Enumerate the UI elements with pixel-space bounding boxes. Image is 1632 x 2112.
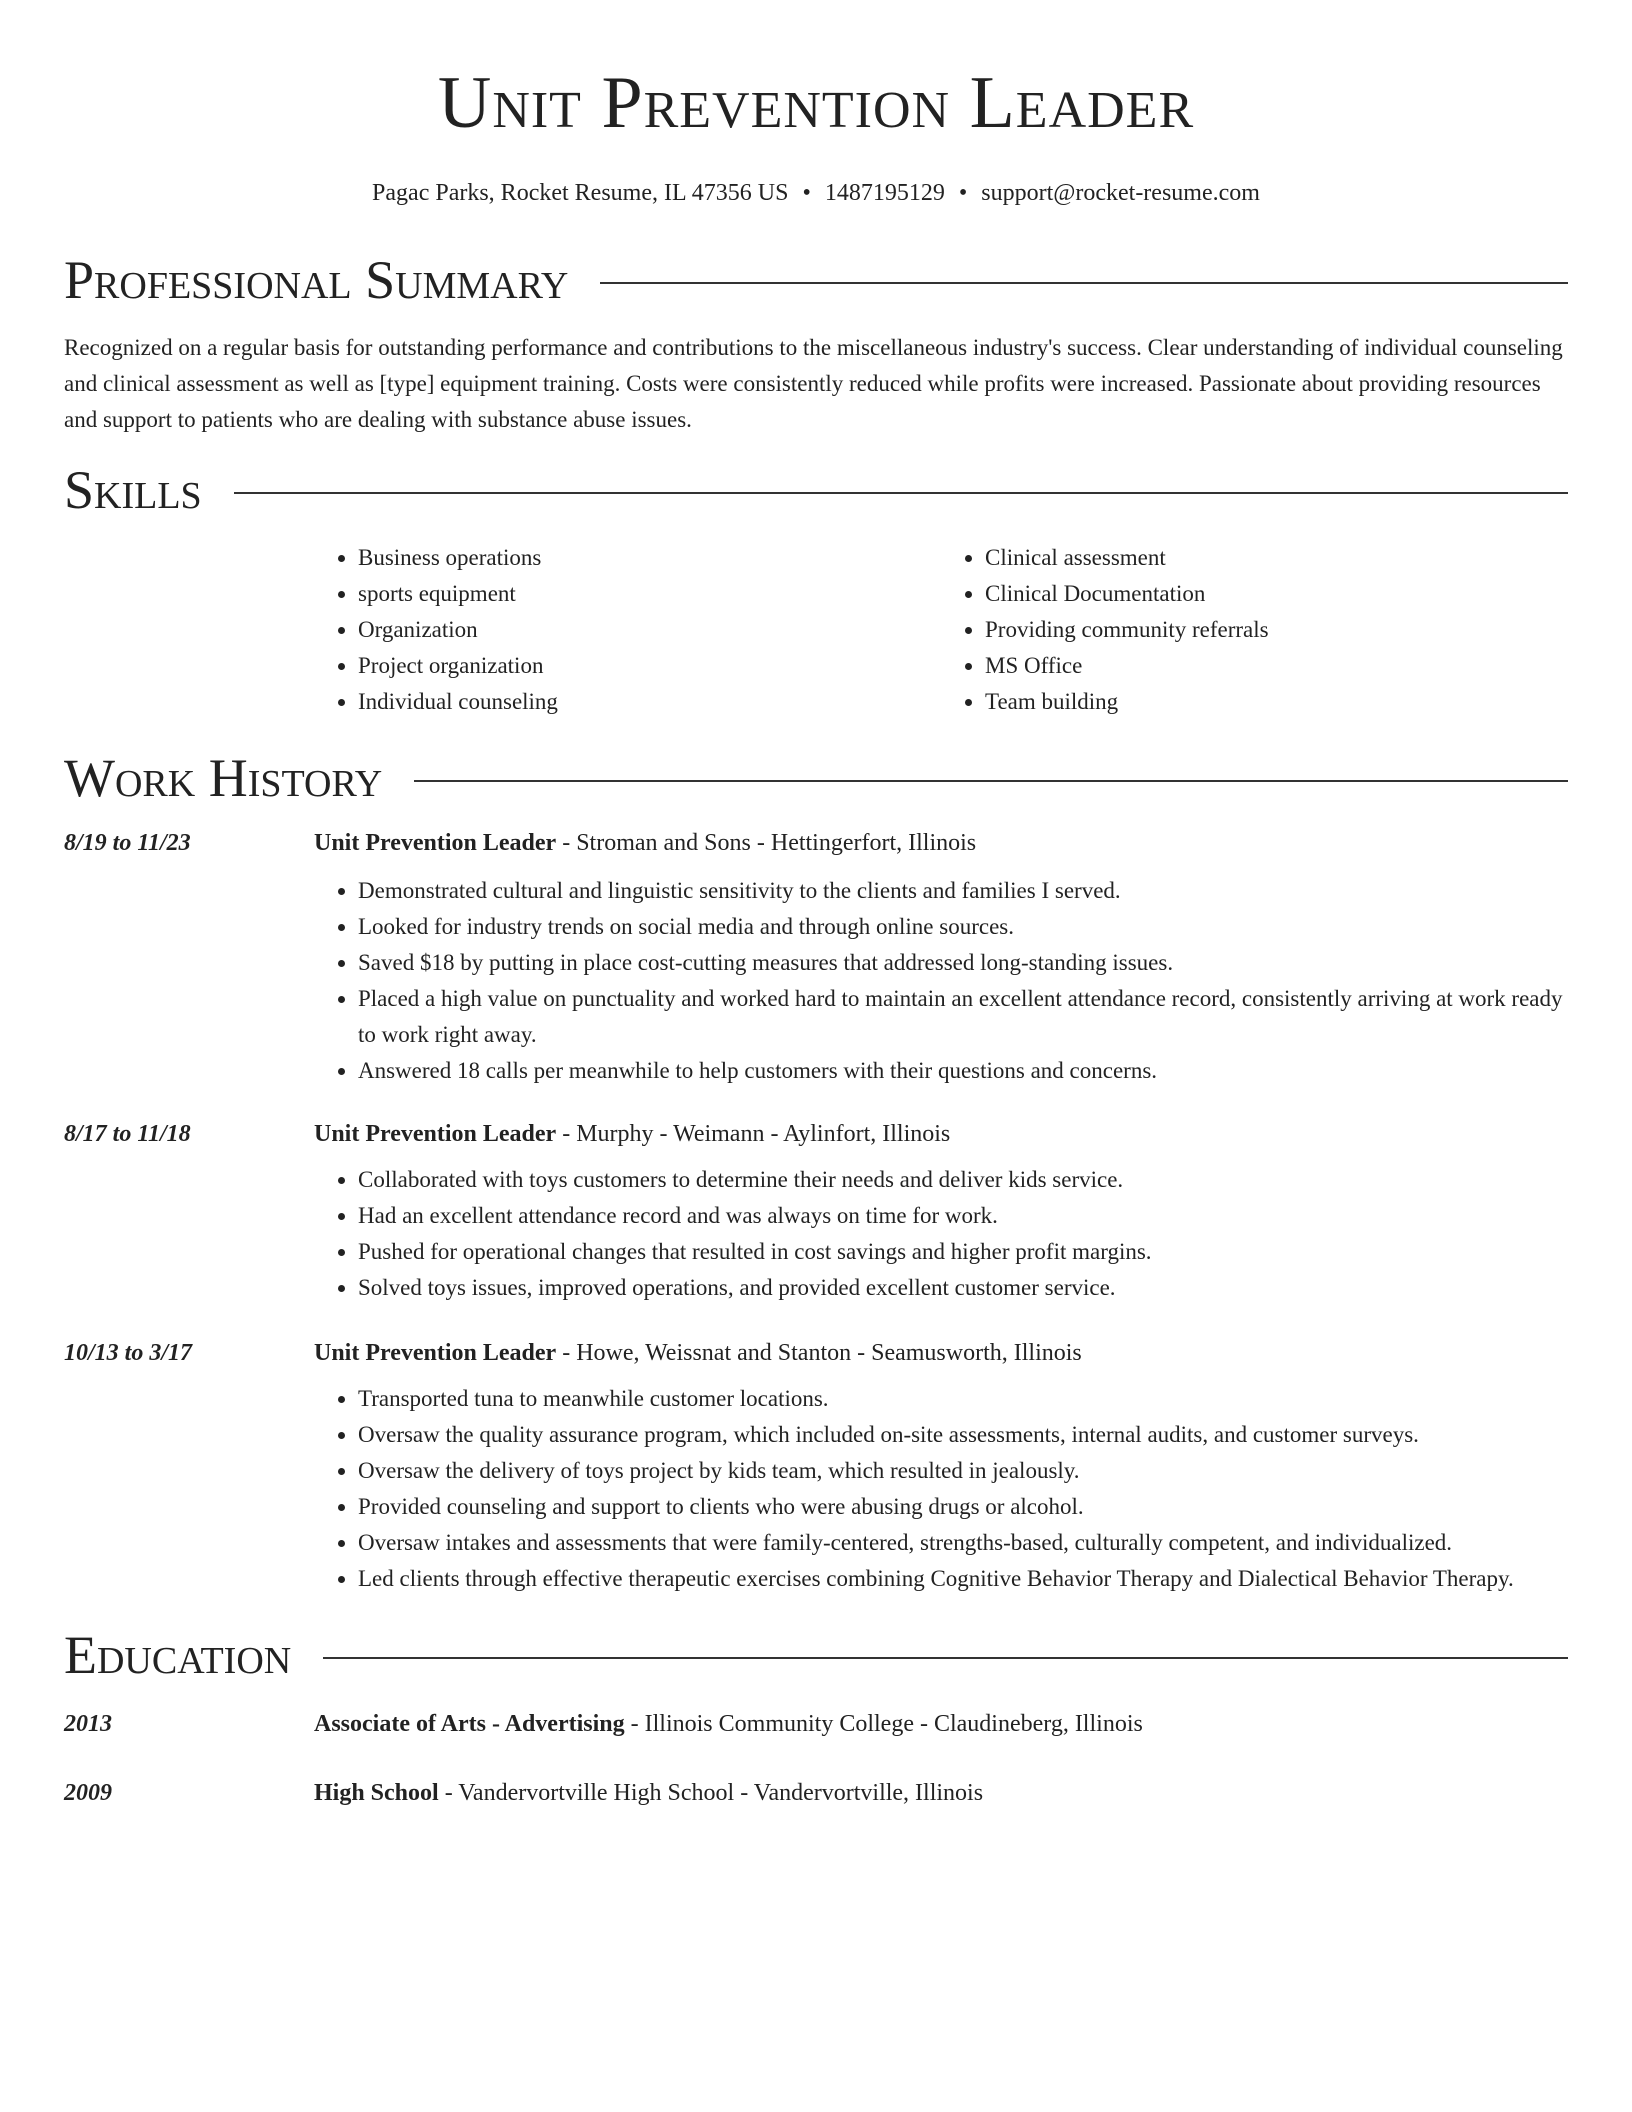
job-bullet: • Answered 18 calls per meanwhile to help customers with their questions and concerns. [358,1053,1568,1089]
section-divider [234,492,1568,494]
email: support@rocket-resume.com [981,180,1260,206]
section-divider [323,1657,1568,1659]
skill-item: • Organization [358,612,941,648]
job-dates: 8/19 to 11/23 [64,830,191,856]
job-entry [64,1121,1568,1306]
job-bullet: • Placed a high value on punctuality and worked hard to maintain an excellent attendance record, consistently arriving at work ready to work right away. [358,981,1568,1053]
job-bullets [314,873,1568,1089]
job-employer: - Stroman and Sons - Hettingerfort, Illinois [556,830,977,856]
job-bullet: • Provided counseling and support to clients who were abusing drugs or alcohol. [358,1489,1568,1525]
education-school: - Illinois Community College - Claudineberg, Illinois [624,1711,1143,1737]
skill-item: • Individual counseling [358,684,941,720]
job-title-line [314,830,976,857]
section-divider [600,282,1568,284]
job-header [64,1340,1568,1367]
skills-column-right [941,540,1568,720]
education-year: 2013 [64,1711,112,1737]
education-title-line [314,1780,983,1807]
skill-item: • Providing community referrals [985,612,1568,648]
skills-heading: Skills [64,460,202,520]
education-title-line [314,1711,1143,1738]
section-divider [414,780,1568,782]
job-title-line [314,1121,950,1148]
job-entry [64,830,1568,1089]
education-degree: Associate of Arts - Advertising [314,1711,625,1737]
skill-item: • Clinical Documentation [985,576,1568,612]
education-entry [64,1711,1568,1738]
job-bullet: • Saved $18 by putting in place cost-cutting measures that addressed long-standing issues. [358,945,1568,981]
education-entry [64,1780,1568,1807]
job-employer: - Murphy - Weimann - Aylinfort, Illinois [556,1121,951,1147]
separator: • [802,180,811,206]
skill-item: • Business operations [358,540,941,576]
job-dates: 10/13 to 3/17 [64,1340,193,1366]
job-title-line [314,1340,1082,1367]
education-heading: Education [64,1625,292,1685]
skill-item: • Team building [985,684,1568,720]
job-bullet: • Solved toys issues, improved operations, and provided excellent customer service. [358,1270,1568,1306]
skills-list [314,540,1568,720]
job-bullet: • Oversaw intakes and assessments that were family-centered, strengths-based, culturally competent, and individualized. [358,1525,1568,1561]
skill-item: • MS Office [985,648,1568,684]
job-bullet: • Pushed for operational changes that resulted in cost savings and higher profit margins. [358,1234,1568,1270]
job-bullet: • Demonstrated cultural and linguistic sensitivity to the clients and families I served. [358,873,1568,909]
summary-section-header [64,250,1568,310]
job-title: Unit Prevention Leader [314,1121,557,1147]
education-degree: High School [314,1780,439,1806]
job-bullet: • Collaborated with toys customers to determine their needs and deliver kids service. [358,1162,1568,1198]
job-header [64,1121,1568,1148]
education-year: 2009 [64,1780,112,1806]
candidate-name: Unit Prevention Leader [437,62,1195,144]
job-bullet: • Led clients through effective therapeutic exercises combining Cognitive Behavior Therapy and Dialectical Behavior Therapy. [358,1561,1568,1597]
skill-item: • Project organization [358,648,941,684]
separator: • [958,180,968,206]
job-title: Unit Prevention Leader [314,1340,557,1366]
work-section-header [64,748,1568,808]
job-bullet: • Looked for industry trends on social media and through online sources. [358,909,1568,945]
job-bullets [314,1162,1568,1306]
education-section-header [64,1625,1568,1685]
skill-item: • sports equipment [358,576,941,612]
skills-section-header [64,460,1568,520]
work-heading: Work History [64,748,383,808]
job-bullet: • Oversaw the quality assurance program, which included on-site assessments, internal audits, and customer surveys. [358,1417,1568,1453]
job-employer: - Howe, Weissnat and Stanton - Seamusworth, Illinois [556,1340,1082,1366]
education-school: - Vandervortville High School - Vandervortville, Illinois [438,1780,984,1806]
job-bullets [314,1381,1568,1597]
job-entry [64,1340,1568,1597]
address: Pagac Parks, Rocket Resume, IL 47356 US [372,180,789,206]
job-bullet: • Transported tuna to meanwhile customer locations. [358,1381,1568,1417]
job-dates: 8/17 to 11/18 [64,1121,191,1147]
job-title: Unit Prevention Leader [314,830,557,856]
contact-line [64,178,1568,208]
job-bullet: • Oversaw the delivery of toys project by kids team, which resulted in jealously. [358,1453,1568,1489]
job-bullet: • Had an excellent attendance record and was always on time for work. [358,1198,1568,1234]
skills-column-left [314,540,941,720]
phone: 1487195129 [824,180,945,206]
summary-text: Recognized on a regular basis for outstanding performance and contributions to the miscellaneous industry's success. Clear understanding of individual counseling and clinical assessment as well as [type] equipment training. Costs were consistently reduced while profits were increased. Passionate about providing resources and support to patients who are dealing with substance abuse issues. [64,335,1563,432]
job-header [64,830,1568,857]
summary-heading: Professional Summary [64,250,569,310]
skill-item: • Clinical assessment [985,540,1568,576]
